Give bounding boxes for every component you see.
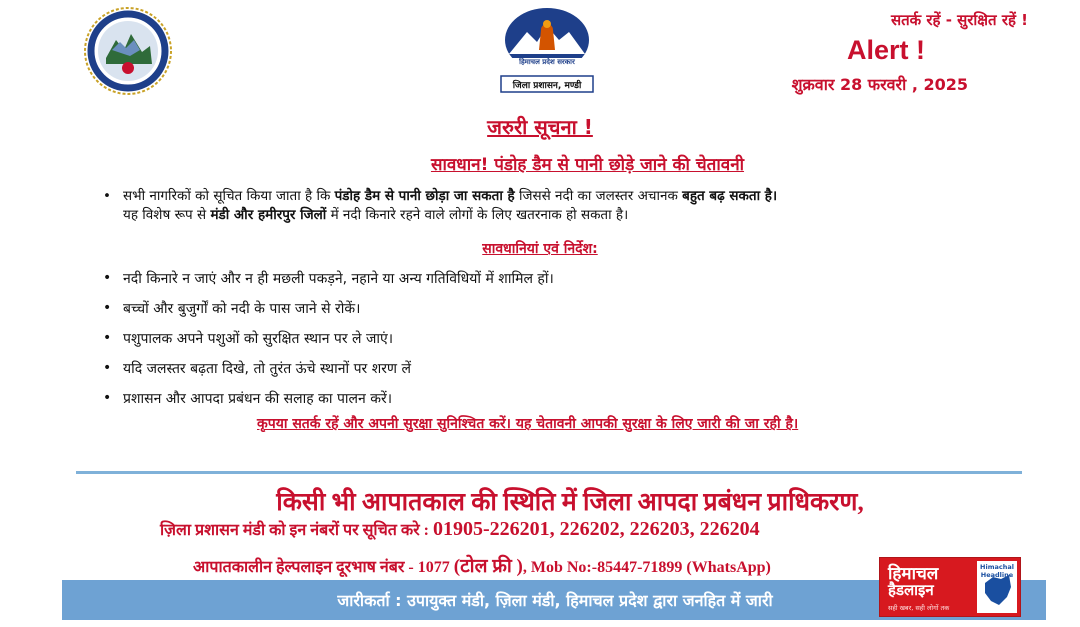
list-item-text: प्रशासन और आपदा प्रबंधन की सलाह का पालन करें।	[123, 390, 393, 407]
district-administration-logo	[497, 6, 597, 94]
badge-line-2: हैडलाइन	[888, 581, 934, 599]
issued-by: जारीकर्ता : उपायुक्त मंडी, ज़िला मंडी, हिमाचल प्रदेश द्वारा जनहित में जारी	[337, 591, 773, 610]
precautions-heading: सावधानियां एवं निर्देश:	[482, 241, 598, 257]
list-item-text: नदी किनारे न जाएं और न ही मछली पकड़ने, नहाने या अन्य गतिविधियों में शामिल हों।	[123, 270, 554, 287]
closing-note: कृपया सतर्क रहें और अपनी सुरक्षा सुनिश्चित करें। यह चेतावनी आपकी सुरक्षा के लिए जारी की जा रही है।	[257, 416, 799, 432]
intro-emphasis: बहुत बढ़ सकता है।	[682, 188, 778, 204]
list-item	[103, 293, 1003, 323]
list-item	[103, 323, 1003, 353]
precautions-heading-wrap	[0, 238, 1080, 258]
list-item-text: पशुपालक अपने पशुओं को सुरक्षित स्थान पर ले जाएं।	[123, 330, 394, 347]
center-logo-caption: जिला प्रशासन, मण्डी	[512, 81, 582, 91]
toll-free-label: (टोल फ्री )	[453, 556, 523, 577]
bullet: •	[103, 390, 112, 406]
bullet: •	[103, 330, 112, 346]
phone-numbers: 01905-226201, 226202, 226203, 226204	[433, 518, 760, 540]
intro-text: में नदी किनारे रहने वाले लोगों के लिए खतरनाक हो सकता है।	[326, 207, 629, 223]
intro-emphasis: मंडी और हमीरपुर जिलों	[210, 207, 327, 223]
intro-emphasis: पंडोह डैम से पानी छोड़ा जा सकता है	[334, 188, 515, 204]
contact-line	[160, 518, 760, 541]
center-logo-banner: हिमाचल प्रदेश सरकार	[519, 58, 575, 66]
intro-line-2	[123, 206, 1053, 225]
badge-slogan: सही खबर, सही लोगों तक	[888, 604, 950, 612]
notice-subtitle-wrap	[0, 152, 1080, 175]
list-item	[103, 383, 1003, 413]
notice-title-wrap	[0, 113, 1080, 140]
notice-subtitle: सावधान! पंडोह डैम से पानी छोड़े जाने की चेतावनी	[430, 155, 745, 175]
alert-label: Alert !	[846, 35, 925, 65]
badge-line-1: हिमाचल	[888, 564, 939, 584]
list-item-text: यदि जलस्तर बढ़ता दिखे, तो तुरंत ऊंचे स्थानों पर शरण लें	[123, 360, 412, 377]
intro-text: जिससे नदी का जलस्तर अचानक	[514, 188, 683, 204]
notice-title: जरुरी सूचना !	[487, 115, 593, 139]
list-item-text: बच्चों और बुजुर्गों को नदी के पास जाने से रोकें।	[123, 300, 361, 317]
helpline-line	[193, 552, 887, 578]
intro-line-1	[123, 187, 1053, 206]
bullet: •	[103, 300, 112, 316]
bullet: •	[103, 270, 112, 286]
contact-prefix: ज़िला प्रशासन मंडी को इन नंबरों पर सूचित करे :	[160, 522, 434, 539]
helpline-prefix: आपातकालीन हेल्पलाइन दूरभाष नंबर - 1077	[193, 559, 454, 576]
intro-paragraph	[103, 187, 1053, 225]
list-item	[103, 263, 1003, 293]
precautions-list	[103, 263, 1003, 413]
bullet: •	[103, 360, 112, 376]
intro-text: सभी नागरिकों को सूचित किया जाता है कि	[123, 188, 335, 204]
section-divider	[76, 471, 1022, 474]
ddma-logo	[76, 6, 180, 96]
tagline: सतर्क रहें - सुरक्षित रहें !	[890, 11, 1028, 29]
mobile-number: , Mob No:-85447-71899 (WhatsApp)	[522, 559, 771, 576]
emergency-headline: किसी भी आपातकाल की स्थिति में जिला आपदा प्रबंधन प्राधिकरण,	[276, 489, 864, 516]
notice-date: शुक्रवार 28 फरवरी , 2025	[791, 75, 968, 94]
bullet: •	[103, 188, 111, 204]
badge-brand: Himachal Headline	[980, 563, 1014, 579]
intro-text: यह विशेष रूप से	[123, 207, 211, 223]
himachal-headline-badge	[879, 557, 1021, 617]
list-item	[103, 353, 1003, 383]
